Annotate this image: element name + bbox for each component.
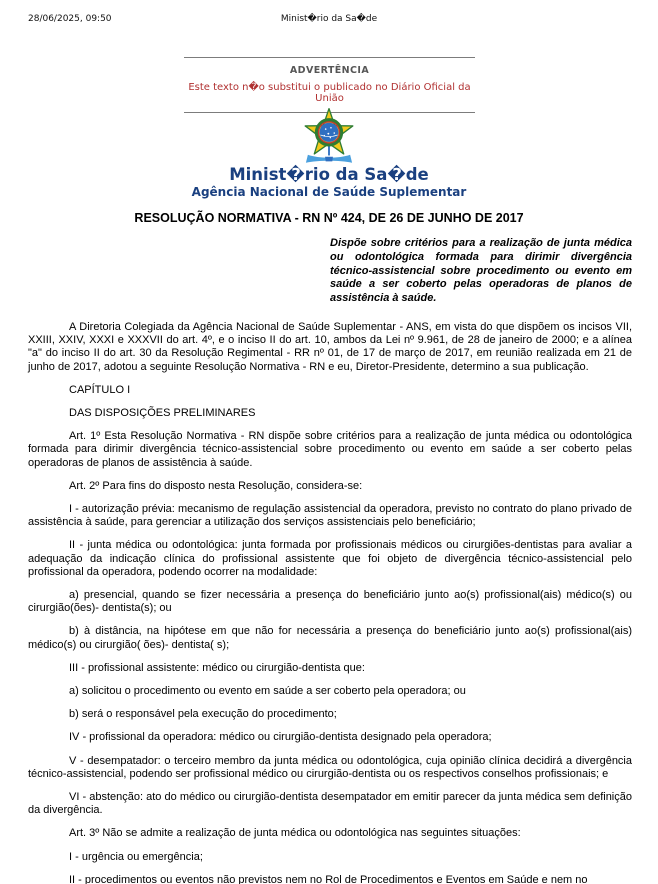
brazil-coat-of-arms-icon — [0, 104, 658, 171]
print-datetime: 28/06/2025, 09:50 — [28, 14, 112, 24]
document-paragraph: II - procedimentos ou eventos não previstos nem no Rol de Procedimentos e Eventos em Saúde e nem no — [69, 873, 588, 884]
document-paragraph: Art. 1º Esta Resolução Normativa - RN dispõe sobre critérios para a realização de junta médica ou odontológica formada para dirimir divergência técnico-assistencial sobre procedimento ou evento em saúde a ser coberto pelas operadoras de planos de assistência à saúde. — [28, 430, 632, 469]
document-paragraph: CAPÍTULO I — [69, 383, 131, 396]
document-paragraph: I - urgência ou emergência; — [69, 850, 203, 863]
resolution-ementa: Dispõe sobre critérios para a realização de junta médica ou odontológica formada para dirimir divergência técnico-assistencial sobre procedimento ou evento em saúde a ser coberto pelas operadoras de planos de assistência à saúde. — [330, 237, 632, 305]
document-paragraph: III - profissional assistente: médico ou cirurgião-dentista que: — [69, 661, 365, 674]
ministry-title: Minist�rio da Sa�de — [229, 165, 429, 184]
document-paragraph: b) à distância, na hipótese em que não for necessária a presença do beneficiário junto ao(s) profissional(ais) médico(s) ou cirurgião( ões)- dentista( s); — [28, 625, 632, 651]
document-paragraph: DAS DISPOSIÇÕES PRELIMINARES — [69, 407, 256, 420]
document-paragraph: b) será o responsável pela execução do procedimento; — [69, 708, 337, 721]
document-paragraph: A Diretoria Colegiada da Agência Nacional de Saúde Suplementar - ANS, em vista do que dispõem os incisos VII, XXIII, XXIV, XXXI e XXXVII do art. 4º, e o inciso II do art. 10, ambos da Lei nº 9.961, de 28 de janeiro de 2000; e a alínea "a" do inciso II do art. 30 da Resolução Regimental - RR nº 01, de 17 de março de 2017, em reunião realizada em 21 de junho de 2017, adotou a seguinte Resolução Normativa - RN e eu, Diretor-Presidente, determino a sua publicação. — [28, 321, 632, 373]
document-paragraph: IV - profissional da operadora: médico ou cirurgião-dentista designado pela operadora; — [69, 731, 492, 744]
document-paragraph: a) presencial, quando se fizer necessária a presença do beneficiário junto ao(s) profissional(ais) médico(s) ou cirurgião(ões)- dentista(s); ou — [28, 589, 632, 615]
document-paragraph: Art. 3º Não se admite a realização de junta médica ou odontológica nas seguintes situações: — [69, 827, 521, 840]
document-paragraph: II - junta médica ou odontológica: junta formada por profissionais médicos ou cirurgiões-dentistas para avaliar a adequação da indicação clínica do profissional assistente que foi objeto de divergência técnico-assistencial pelo profissional da operadora, podendo ocorrer na modalidade: — [28, 539, 632, 578]
advertencia-warning: Este texto n�o substitui o publicado no Diário Oficial da União — [188, 82, 471, 104]
print-page-title: Minist�rio da Sa�de — [280, 14, 378, 24]
resolution-title: RESOLUÇÃO NORMATIVA - RN Nº 424, DE 26 DE JUNHO DE 2017 — [134, 211, 524, 225]
advertencia-label: ADVERTÊNCIA — [289, 65, 370, 76]
document-paragraph: VI - abstenção: ato do médico ou cirurgião-dentista desempatador em emitir parecer da junta médica sem definição da divergência. — [28, 791, 632, 817]
document-body — [28, 321, 632, 884]
document-paragraph: V - desempatador: o terceiro membro da junta médica ou odontológica, cuja opinião clínica decidirá a divergência técnico-assistencial, podendo ser profissional médico ou cirurgião-dentista ou os respectivos conselhos profissionais; e — [28, 754, 632, 780]
document-paragraph: a) solicitou o procedimento ou evento em saúde a ser coberto pela operadora; ou — [69, 685, 466, 698]
agency-subtitle: Agência Nacional de Saúde Suplementar — [191, 185, 467, 199]
document-paragraph: I - autorização prévia: mecanismo de regulação assistencial da operadora, previsto no contrato do plano privado de assistência à saúde, para gerenciar a utilização dos serviços assistenciais pelo beneficiário; — [28, 503, 632, 529]
document-paragraph: Art. 2º Para fins do disposto nesta Resolução, considera-se: — [69, 479, 363, 492]
